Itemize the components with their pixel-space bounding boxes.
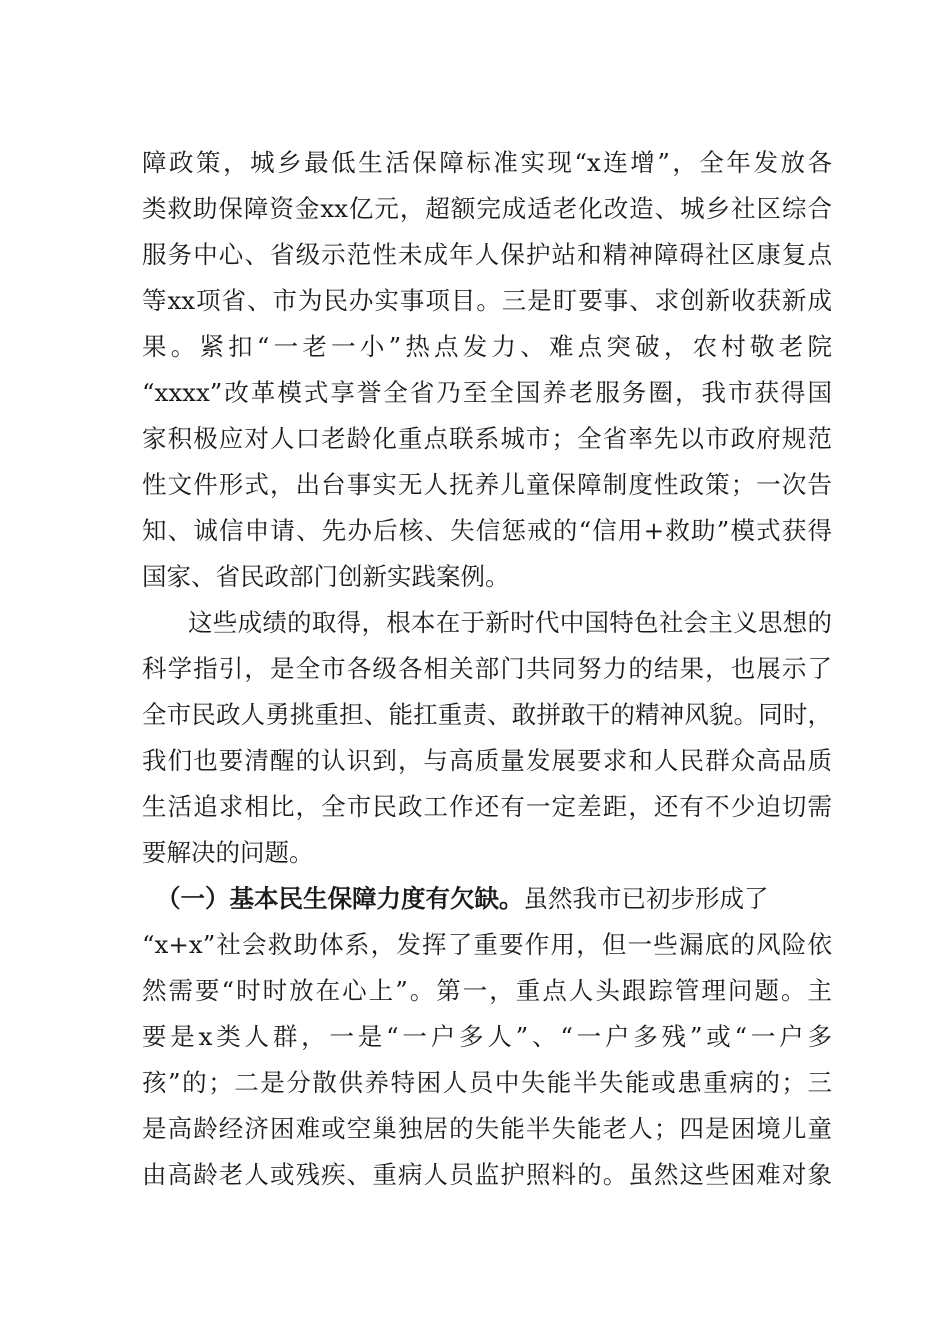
text-line: 生活追求相比，全市民政工作还有一定差距，还有不少迫切需 [142,792,832,821]
text-line: 要解决的问题。 [142,838,314,867]
paragraph-start-line: 这些成绩的取得，根本在于新时代中国特色社会主义思想的 [188,608,832,637]
text-line: “x+x”社会救助体系，发挥了重要作用，但一些漏底的风险依 [142,930,832,959]
text-line: 性文件形式，出台事实无人抚养儿童保障制度性政策；一次告 [142,470,832,499]
text-line: 等xx项省、市为民办实事项目。三是盯要事、求创新收获新成 [142,286,832,315]
heading-line-text: 虽然我市已初步形成了 [523,884,769,913]
text-line: 服务中心、省级示范性未成年人保护站和精神障碍社区康复点 [142,240,832,269]
text-line: 果。紧扣“一老一小”热点发力、难点突破，农村敬老院 [142,332,832,361]
text-line: 知、诚信申请、先办后核、失信惩戒的“信用+救助”模式获得 [142,516,832,545]
text-line: 全市民政人勇挑重担、能扛重责、敢拼敢干的精神风貌。同时， [142,700,832,729]
text-line: 类救助保障资金xx亿元，超额完成适老化改造、城乡社区综合 [142,194,832,223]
text-line: 要是x类人群，一是“一户多人”、“一户多残”或“一户多 [142,1022,832,1051]
text-line: 然需要“时时放在心上”。第一，重点人头跟踪管理问题。主 [142,976,832,1005]
text-line: 是高龄经济困难或空巢独居的失能半失能老人；四是困境儿童 [142,1114,832,1143]
text-line: 由高龄老人或残疾、重病人员监护照料的。虽然这些困难对象 [142,1160,832,1189]
text-line: 障政策，城乡最低生活保障标准实现“x连增”，全年发放各 [142,148,832,177]
text-line: 家积极应对人口老龄化重点联系城市；全省率先以市政府规范 [142,424,832,453]
text-line: “xxxx”改革模式享誉全省乃至全国养老服务圈，我市获得国 [142,378,832,407]
text-line: 科学指引，是全市各级各相关部门共同努力的结果，也展示了 [142,654,832,683]
text-line: 孩”的；二是分散供养特困人员中失能半失能或患重病的；三 [142,1068,832,1097]
text-line: 我们也要清醒的认识到，与高质量发展要求和人民群众高品质 [142,746,832,775]
text-line: 国家、省民政部门创新实践案例。 [142,562,510,591]
section-heading: （一）基本民生保障力度有欠缺。 [156,884,524,913]
section-heading-line [156,878,832,920]
